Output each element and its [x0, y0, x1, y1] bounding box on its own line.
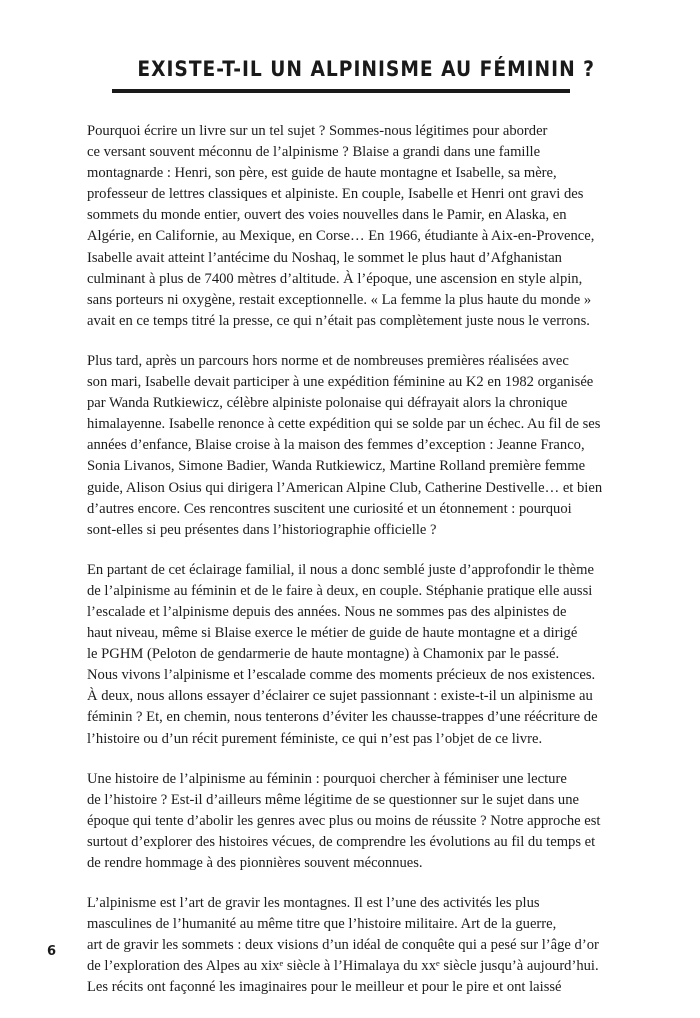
text-line: de rendre hommage à des pionnières souvent méconnues.: [87, 855, 423, 871]
text-line: Pourquoi écrire un livre sur un tel sujet ? Sommes-nous légitimes pour aborder: [87, 123, 548, 139]
paragraph: [87, 121, 627, 332]
text-line: sont-elles si peu présentes dans l’historiographie officielle ?: [87, 521, 437, 538]
text-line: féminin ? Et, en chemin, nous tenterons d’éviter les chausse-trappes d’une réécriture de: [87, 709, 598, 726]
text-line: de l’alpinisme au féminin et de le faire à deux, en couple. Stéphanie pratique elle aussi: [87, 582, 593, 599]
text-line: À deux, nous allons essayer d’éclairer ce sujet passionnant : existe-t-il un alpinisme au: [87, 688, 593, 705]
text-line: avait en ce temps titré la presse, ce qui n’était pas complètement juste nous le verrons.: [87, 312, 590, 329]
text-line: En partant de cet éclairage familial, il nous a donc semblé juste d’approfondir le thème: [87, 561, 594, 578]
chapter-title: EXISTE-T-IL UN ALPINISME AU FÉMININ ?: [137, 57, 595, 81]
page-number: 6: [47, 944, 57, 959]
body-text: [87, 121, 627, 1018]
text-line: d’autres encore. Ces rencontres suscitent une curiosité et un étonnement : pourquoi: [87, 500, 572, 517]
text-line: himalayenne. Isabelle renonce à cette expédition qui se solde par un échec. Au fil de ses: [87, 416, 601, 433]
text-line: professeur de lettres classiques et alpiniste. En couple, Isabelle et Henri ont gravi des: [87, 186, 584, 203]
text-line: Sonia Livanos, Simone Badier, Wanda Rutkiewicz, Martine Rolland première femme: [87, 458, 586, 475]
text-line: son mari, Isabelle devait participer à une expédition féminine au K2 en 1982 organisée: [87, 374, 594, 391]
text-line: Une histoire de l’alpinisme au féminin : pourquoi chercher à féminiser une lecture: [87, 770, 567, 787]
text-line: haut niveau, même si Blaise exerce le métier de guide de haute montagne et a dirigé: [87, 625, 578, 642]
text-line: surtout d’explorer des histoires vécues, de comprendre les évolutions au fil du temps et: [87, 833, 596, 850]
text-line: masculines de l’humanité au même titre que l’histoire militaire. Art de la guerre,: [87, 916, 557, 933]
text-line: Isabelle avait atteint l’antécime du Noshaq, le sommet le plus haut d’Afghanistan: [87, 249, 562, 266]
text-line: Nous vivons l’alpinisme et l’escalade comme des moments précieux de nos existences.: [87, 667, 596, 684]
title-underline: [112, 89, 570, 93]
text-line: le PGHM (Peloton de gendarmerie de haute montagne) à Chamonix par le passé.: [87, 646, 560, 663]
text-line: l’histoire ou d’un récit purement féministe, ce qui n’est pas l’objet de ce livre.: [87, 730, 543, 747]
text-line: culminant à plus de 7400 mètres d’altitude. À l’époque, une ascension en style alpin,: [87, 270, 583, 287]
text-line: Algérie, en Californie, au Mexique, en Corse… En 1966, étudiante à Aix-en-Provence,: [87, 228, 595, 245]
text-line: sans porteurs ni oxygène, restait exceptionnelle. « La femme la plus haute du monde »: [87, 291, 592, 308]
text-line: montagnarde : Henri, son père, est guide de haute montagne et Isabelle, sa mère,: [87, 165, 557, 182]
text-line: guide, Alison Osius qui dirigera l’American Alpine Club, Catherine Destivelle… et bien: [87, 479, 603, 496]
text-line: L’alpinisme est l’art de gravir les montagnes. Il est l’une des activités les plus: [87, 895, 540, 912]
text-line: ce versant souvent méconnu de l’alpinisme ? Blaise a grandi dans une famille: [87, 144, 541, 161]
text-line: par Wanda Rutkiewicz, célèbre alpiniste polonaise qui défrayait alors la chronique: [87, 395, 568, 412]
text-line: de l’histoire ? Est-il d’ailleurs même légitime de se questionner sur le sujet dans une: [87, 791, 579, 808]
text-line: époque qui tente d’abolir les genres avec plus ou moins de réussite ? Notre approche est: [87, 812, 601, 829]
paragraph: [87, 893, 627, 998]
text-line: sommets du monde entier, ouvert des voies nouvelles dans le Pamir, en Alaska, en: [87, 207, 567, 224]
text-line: l’escalade et l’alpinisme depuis des années. Nous ne sommes pas des alpinistes de: [87, 603, 567, 620]
paragraph: [87, 560, 627, 750]
chapter-heading: [112, 56, 595, 82]
text-line: de l’exploration des Alpes au xixᵉ siècle à l’Himalaya du xxᵉ siècle jusqu’à aujourd’hui.: [87, 958, 599, 975]
paragraph: [87, 769, 627, 874]
text-line: art de gravir les sommets : deux visions d’un idéal de conquête qui a pesé sur l’âge d’or: [87, 937, 599, 954]
text-line: Les récits ont façonné les imaginaires pour le meilleur et pour le pire et ont laissé: [87, 979, 562, 996]
text-line: Plus tard, après un parcours hors norme et de nombreuses premières réalisées avec: [87, 352, 569, 369]
paragraph: [87, 351, 627, 541]
text-line: années d’enfance, Blaise croise à la maison des femmes d’exception : Jeanne Franco,: [87, 437, 585, 454]
